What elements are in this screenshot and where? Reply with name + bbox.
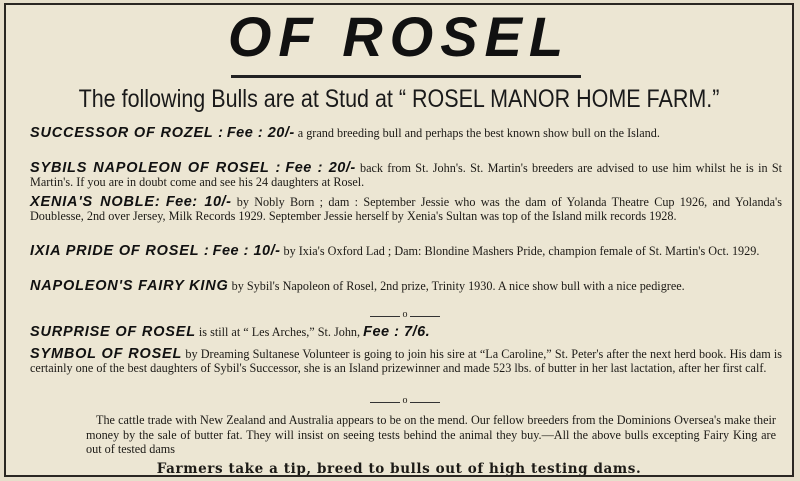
bull-name: SYMBOL OF ROSEL: [30, 346, 183, 362]
bull-description: a grand breeding bull and perhaps the best known show bull on the Island.: [297, 126, 660, 140]
bull-entry-ixia-pride: [30, 244, 782, 258]
bull-fee: Fee : 10/-: [212, 243, 281, 259]
divider-mark: o: [400, 395, 410, 407]
bull-description: back from St. John's. St. Martin's breeders are advised to use him whilst he is in St Martin's. If you are in doubt come and see his 24 daughters at Rosel.: [30, 161, 783, 189]
bull-name: SYBILS NAPOLEON OF ROSEL :: [30, 160, 282, 176]
section-divider: [370, 309, 440, 322]
trade-paragraph: The cattle trade with New Zealand and Australia appears to be on the mend. Our fellow breeders from the Dominions Oversea's make their money by the sale of butter fat. They will insist on seeing tests behind the animal they buy.—All the above bulls excepting Fairy King are out of tested dams: [86, 413, 776, 456]
bull-name: SUCCESSOR OF ROZEL :: [30, 125, 224, 141]
bull-fee: Fee : 7/6.: [363, 324, 431, 340]
bull-entry-fairy-king: [30, 279, 782, 293]
bull-description: by Nobly Born ; dam : September Jessie who was the dam of Yolanda Theatre Cup 1926, and Yolanda's Doublesse, 2nd over Jersey, Milk Records 1929. September Jessie herself by Xenia's Sultan was top of the Island milk records 1928.: [30, 195, 782, 223]
bull-description: by Dreaming Sultanese Volunteer is going to join his sire at “La Caroline,” St. Peter's after the next herd book. His dam is certainly one of the best daughters of Sybil's Successor, she is an Island prizewinner and made 523 lbs. of butter in her last lactation, after her first calf.: [30, 347, 783, 375]
page-title: OF ROSEL: [227, 5, 571, 68]
bull-entry-sybils-napoleon: [30, 161, 782, 189]
bull-fee: Fee : 20/-: [226, 125, 295, 141]
bull-entry-successor: [30, 126, 782, 140]
bull-entry-symbol: [30, 347, 782, 375]
bull-name: NAPOLEON'S FAIRY KING: [30, 278, 229, 294]
advertisement-page: [4, 3, 794, 477]
bull-name: XENIA'S NOBLE:: [30, 194, 161, 210]
bull-description: by Sybil's Napoleon of Rosel, 2nd prize, Trinity 1930. A nice show bull with a nice pedigree.: [231, 279, 685, 293]
bull-description: by Ixia's Oxford Lad ; Dam: Blondine Mashers Pride, champion female of St. Martin's Oct. 1929.: [283, 244, 760, 258]
section-divider: [370, 395, 440, 408]
headline: The following Bulls are at Stud at “ ROSEL MANOR HOME FARM.”: [78, 85, 720, 113]
bull-fee: Fee : 20/-: [285, 160, 356, 176]
bull-entry-surprise: [30, 325, 782, 339]
bull-fee: Fee: 10/-: [165, 194, 232, 210]
divider-mark: o: [400, 309, 410, 321]
closing-slogan: Farmers take a tip, breed to bulls out of high testing dams.: [156, 461, 642, 477]
bull-name: SURPRISE OF ROSEL: [30, 324, 196, 340]
bull-name: IXIA PRIDE OF ROSEL :: [30, 243, 210, 259]
bull-description: is still at “ Les Arches,” St. John,: [198, 325, 361, 339]
title-rule: [231, 75, 581, 78]
bull-entry-xenias-noble: [30, 195, 782, 223]
